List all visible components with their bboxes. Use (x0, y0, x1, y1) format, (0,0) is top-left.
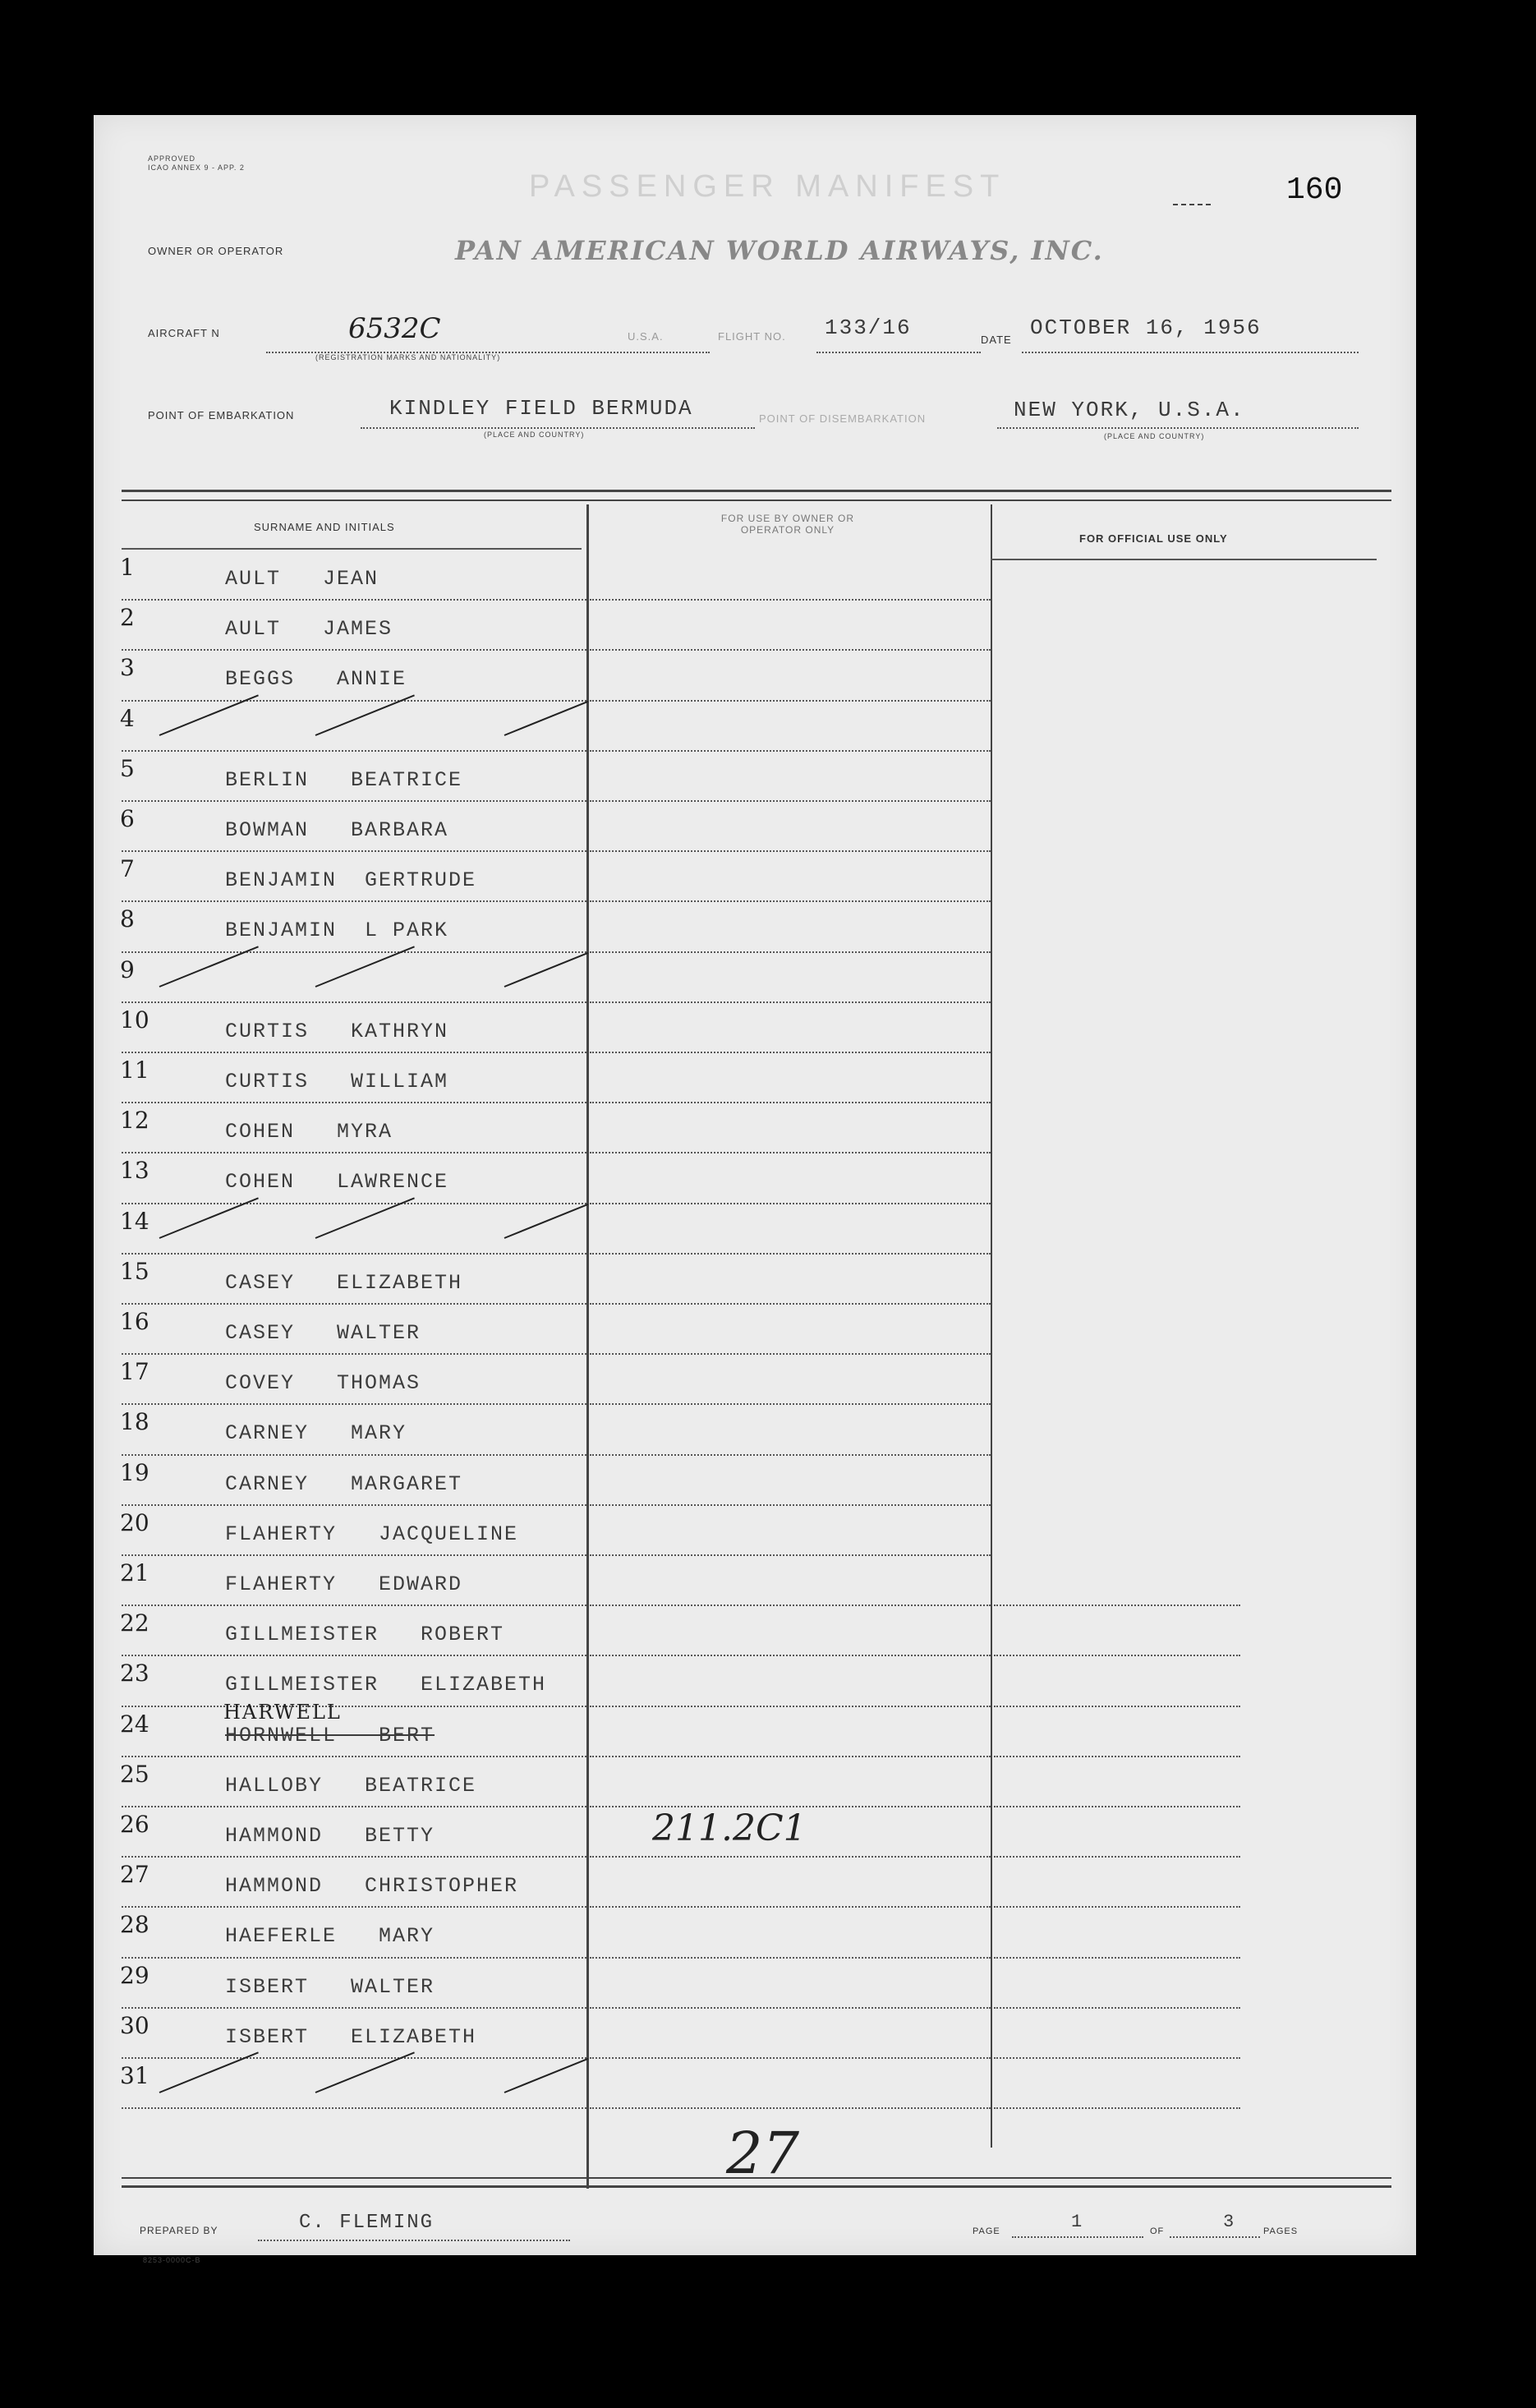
passenger-name: COHEN MYRA (225, 1120, 393, 1144)
row-number: 25 (120, 1760, 149, 1788)
row-number: 12 (120, 1107, 149, 1135)
table-row (94, 1305, 1408, 1355)
table-row (94, 852, 1408, 902)
passenger-name: CURTIS WILLIAM (225, 1070, 449, 1093)
row-number: 8 (120, 905, 135, 933)
table-row (94, 1807, 1408, 1858)
embark-sub: (PLACE AND COUNTRY) (484, 430, 585, 439)
row-number: 28 (120, 1911, 149, 1939)
strike-mark (504, 2058, 589, 2093)
table-row (94, 1858, 1408, 1908)
table-row (94, 2059, 1408, 2109)
row-number: 7 (120, 855, 135, 883)
passenger-name: GILLMEISTER ROBERT (225, 1623, 505, 1647)
table-row (94, 1757, 1408, 1807)
row-number: 22 (120, 1609, 149, 1637)
col-official-header: FOR OFFICIAL USE ONLY (1079, 532, 1228, 545)
passenger-name: HALLOBY BEATRICE (225, 1773, 477, 1798)
table-row (94, 1456, 1408, 1506)
page-value: 1 (1071, 2212, 1084, 2232)
col-surname-header: SURNAME AND INITIALS (254, 521, 395, 533)
passenger-name: BOWMAN BARBARA (225, 818, 449, 842)
aircraft-label: AIRCRAFT N (148, 327, 220, 339)
embark-value: KINDLEY FIELD BERMUDA (389, 396, 693, 421)
passenger-name: CASEY ELIZABETH (225, 1270, 463, 1295)
disembark-sub: (PLACE AND COUNTRY) (1104, 432, 1205, 440)
row-rule (122, 2107, 586, 2109)
row-number: 15 (120, 1257, 149, 1285)
table-row (94, 2009, 1408, 2059)
col-owner-header: FOR USE BY OWNER OR OPERATOR ONLY (720, 513, 855, 536)
row-number: 13 (120, 1157, 149, 1185)
row-number: 11 (120, 1057, 149, 1084)
table-row (94, 1606, 1408, 1656)
date-value: OCTOBER 16, 1956 (1030, 315, 1262, 340)
table-row (94, 1153, 1408, 1204)
row-number: 23 (120, 1660, 149, 1687)
form-number: 8253-0000C-B (143, 2256, 201, 2264)
page-label: PAGE (973, 2226, 1000, 2236)
flight-label: FLIGHT NO. (718, 330, 786, 343)
disembark-value: NEW YORK, U.S.A. (1014, 398, 1245, 422)
row-number: 27 (120, 1861, 149, 1889)
passenger-name: BENJAMIN GERTRUDE (225, 868, 477, 893)
passenger-name: AULT JEAN (225, 567, 379, 591)
prepared-value: C. FLEMING (299, 2212, 435, 2234)
owner-note: 211.2C1 (652, 1807, 807, 1849)
row-number: 31 (120, 2062, 149, 2089)
row-number: 6 (120, 805, 135, 832)
row-number: 24 (120, 1710, 149, 1738)
passenger-name: ISBERT WALTER (225, 1974, 435, 1999)
row-number: 2 (120, 604, 135, 632)
row-number: 9 (120, 955, 135, 983)
table-row (94, 802, 1408, 852)
table-row (94, 1204, 1408, 1255)
row-number: 29 (120, 1961, 149, 1989)
row-number: 17 (120, 1358, 149, 1386)
row-number: 16 (120, 1308, 149, 1335)
row-number: 4 (120, 704, 135, 732)
row-number: 21 (120, 1559, 149, 1586)
table-row (94, 651, 1408, 701)
table-row (94, 550, 1408, 601)
table-row (94, 752, 1408, 802)
approval-line: ICAO ANNEX 9 - APP. 2 (148, 163, 245, 172)
table-row (94, 1908, 1408, 1958)
passenger-name: HORNWELL BERT (225, 1723, 435, 1747)
table-row (94, 1959, 1408, 2009)
row-number: 18 (120, 1408, 149, 1436)
owner-value: PAN AMERICAN WORLD AIRWAYS, INC. (455, 235, 1104, 266)
row-number: 3 (120, 654, 135, 682)
table-row (94, 1053, 1408, 1103)
passenger-name: BEGGS ANNIE (225, 667, 407, 692)
of-value: 3 (1223, 2212, 1236, 2232)
passenger-name: FLAHERTY EDWARD (225, 1572, 463, 1596)
aircraft-value: 6532C (348, 312, 441, 345)
table-row (94, 1255, 1408, 1305)
table-row (94, 1656, 1408, 1706)
table-row (94, 902, 1408, 952)
title-dash (1173, 204, 1211, 205)
row-number: 20 (120, 1508, 149, 1536)
row-number: 30 (120, 2011, 149, 2039)
row-number: 5 (120, 754, 135, 782)
approval-stamp (148, 154, 245, 173)
strike-mark (504, 951, 589, 987)
flight-value: 133/16 (825, 315, 912, 340)
passenger-name: CASEY WALTER (225, 1321, 421, 1345)
row-rule (994, 2107, 1240, 2109)
approval-line: APPROVED (148, 154, 196, 163)
table-row (94, 601, 1408, 651)
strike-mark (504, 700, 589, 735)
table-top-rule (122, 490, 1391, 492)
table-row (94, 1355, 1408, 1405)
row-number: 1 (120, 554, 135, 581)
table-row (94, 1506, 1408, 1556)
usa-label: U.S.A. (628, 330, 664, 343)
passenger-name: HAMMOND CHRISTOPHER (225, 1874, 519, 1899)
passenger-name: ISBERT ELIZABETH (225, 2024, 477, 2049)
table-top-rule-2 (122, 500, 1391, 501)
of-label: OF (1150, 2226, 1165, 2236)
manifest-sheet (94, 115, 1416, 2264)
passenger-name: COVEY THOMAS (225, 1371, 421, 1396)
row-rule (590, 2107, 991, 2109)
table-row (94, 953, 1408, 1003)
owner-label: OWNER OR OPERATOR (148, 245, 284, 257)
date-label: DATE (981, 334, 1012, 346)
passenger-total: 27 (726, 2120, 800, 2187)
row-number: 10 (120, 1006, 149, 1034)
page-number: 160 (1286, 173, 1343, 208)
table-row (94, 1103, 1408, 1153)
passenger-name: HAEFERLE MARY (225, 1924, 435, 1949)
passenger-name: COHEN LAWRENCE (225, 1170, 449, 1195)
table-row (94, 1556, 1408, 1606)
passenger-name: BENJAMIN L PARK (225, 919, 449, 943)
disembark-label: POINT OF DISEMBARKATION (759, 412, 927, 425)
table-row (94, 702, 1408, 752)
table-row (94, 1405, 1408, 1455)
table-row (94, 1700, 1408, 1757)
manifest-title: PASSENGER MANIFEST (529, 169, 1006, 204)
prepared-label: PREPARED BY (140, 2225, 218, 2236)
passenger-name: BERLIN BEATRICE (225, 767, 463, 792)
strike-mark (504, 1203, 589, 1238)
aircraft-sub: (REGISTRATION MARKS AND NATIONALITY) (315, 353, 501, 361)
passenger-name: GILLMEISTER ELIZABETH (225, 1673, 547, 1697)
passenger-name: HAMMOND BETTY (225, 1824, 435, 1848)
passenger-name: CARNEY MARGARET (225, 1471, 463, 1496)
pages-label: PAGES (1263, 2226, 1299, 2236)
embark-label: POINT OF EMBARKATION (148, 409, 295, 421)
name-correction: HARWELL (223, 1700, 342, 1724)
passenger-name: FLAHERTY JACQUELINE (225, 1522, 519, 1546)
row-number: 19 (120, 1458, 149, 1486)
passenger-name: CARNEY MARY (225, 1421, 407, 1446)
row-number: 14 (120, 1207, 149, 1235)
row-number: 26 (120, 1811, 149, 1838)
passenger-name: AULT JAMES (225, 617, 393, 642)
passenger-name: CURTIS KATHRYN (225, 1019, 449, 1043)
table-row (94, 1003, 1408, 1053)
